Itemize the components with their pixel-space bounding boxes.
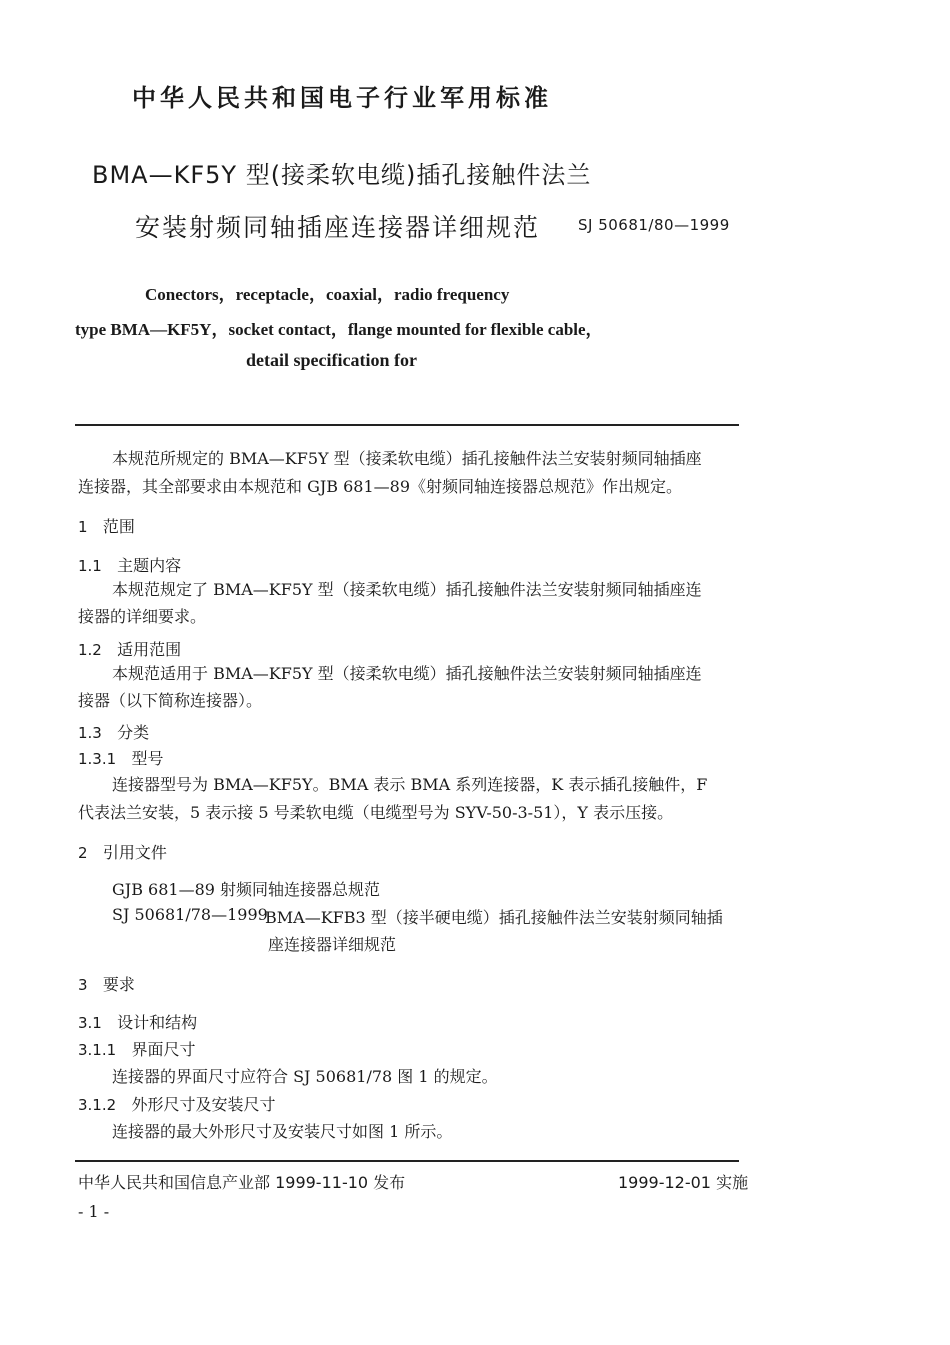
section-title: 引用文件 bbox=[102, 843, 167, 862]
section-3-1-heading bbox=[78, 1010, 197, 1033]
section-1-1-line2: 接器的详细要求。 bbox=[78, 607, 207, 626]
section-number: 1.3 bbox=[78, 724, 102, 742]
english-title-line3: detail specification for bbox=[246, 350, 417, 370]
standard-category: 中华人民共和国电子行业军用标准 bbox=[132, 84, 552, 112]
section-3-1-2-line1: 连接器的最大外形尺寸及安装尺寸如图 1 所示。 bbox=[112, 1122, 453, 1141]
intro-line2: 连接器，其全部要求由本规范和 GJB 681—89《射频同轴连接器总规范》作出规定。 bbox=[78, 477, 683, 496]
section-1-3-1-line1: 连接器型号为 BMA—KF5Y。BMA 表示 BMA 系列连接器，K 表示插孔接触件，F bbox=[112, 775, 708, 794]
section-number: 3 bbox=[78, 976, 88, 994]
section-1-heading bbox=[78, 514, 135, 537]
reference-sj-50681-78-line2: 座连接器详细规范 bbox=[268, 935, 397, 954]
standard-number: SJ 50681/80—1999 bbox=[578, 216, 730, 234]
section-1-2-line1: 本规范适用于 BMA—KF5Y 型（接柔软电缆）插孔接触件法兰安装射频同轴插座连 bbox=[112, 664, 702, 683]
section-title: 范围 bbox=[102, 517, 135, 536]
reference-sj-50681-78-code: SJ 50681/78—1999 bbox=[112, 905, 268, 924]
section-3-1-1-line1: 连接器的界面尺寸应符合 SJ 50681/78 图 1 的规定。 bbox=[112, 1067, 498, 1086]
section-title: 要求 bbox=[102, 975, 135, 994]
footer-effective-date: 1999-12-01 实施 bbox=[618, 1173, 749, 1192]
section-1-3-1-line2: 代表法兰安装，5 表示接 5 号柔软电缆（电缆型号为 SYV-50-3-51），Y 表示压接。 bbox=[78, 803, 674, 822]
section-number: 2 bbox=[78, 844, 88, 862]
section-title: 型号 bbox=[131, 749, 164, 768]
section-1-1-line1: 本规范规定了 BMA—KF5Y 型（接柔软电缆）插孔接触件法兰安装射频同轴插座连 bbox=[112, 580, 702, 599]
section-title: 设计和结构 bbox=[117, 1013, 198, 1032]
section-number: 3.1 bbox=[78, 1014, 102, 1032]
section-3-1-2-heading bbox=[78, 1092, 275, 1115]
section-1-3-heading bbox=[78, 720, 149, 743]
section-number: 1.1 bbox=[78, 557, 102, 575]
section-title: 适用范围 bbox=[117, 640, 182, 659]
section-title: 界面尺寸 bbox=[131, 1040, 196, 1059]
intro-line1: 本规范所规定的 BMA—KF5Y 型（接柔软电缆）插孔接触件法兰安装射频同轴插座 bbox=[112, 449, 702, 468]
section-number: 1.2 bbox=[78, 641, 102, 659]
section-number: 3.1.2 bbox=[78, 1096, 117, 1114]
section-3-1-1-heading bbox=[78, 1037, 195, 1060]
english-title-line2: type BMA—KF5Y，socket contact，flange mounted for flexible cable， bbox=[75, 320, 603, 339]
footer-issuer: 中华人民共和国信息产业部 1999-11-10 发布 bbox=[78, 1173, 406, 1192]
document-title-line2: 安装射频同轴插座连接器详细规范 bbox=[135, 213, 541, 242]
section-1-2-heading bbox=[78, 637, 181, 660]
section-2-heading bbox=[78, 840, 167, 863]
section-number: 1 bbox=[78, 518, 88, 536]
section-number: 3.1.1 bbox=[78, 1041, 117, 1059]
section-title: 外形尺寸及安装尺寸 bbox=[131, 1095, 276, 1114]
document-title-line1: BMA—KF5Y 型(接柔软电缆)插孔接触件法兰 bbox=[92, 161, 592, 189]
section-1-3-1-heading bbox=[78, 746, 163, 769]
header-divider bbox=[75, 424, 739, 426]
page-number: - 1 - bbox=[78, 1202, 110, 1221]
footer-divider bbox=[75, 1160, 739, 1162]
section-title: 分类 bbox=[117, 723, 150, 742]
section-1-1-heading bbox=[78, 553, 181, 576]
section-title: 主题内容 bbox=[117, 556, 182, 575]
reference-gjb-681: GJB 681—89 射频同轴连接器总规范 bbox=[112, 880, 381, 899]
english-title-line1: Conectors，receptacle，coaxial，radio frequency bbox=[145, 285, 510, 304]
section-number: 1.3.1 bbox=[78, 750, 117, 768]
section-3-heading bbox=[78, 972, 135, 995]
reference-sj-50681-78-line1: BMA—KFB3 型（接半硬电缆）插孔接触件法兰安装射频同轴插 bbox=[265, 908, 723, 927]
section-1-2-line2: 接器（以下简称连接器）。 bbox=[78, 691, 263, 710]
